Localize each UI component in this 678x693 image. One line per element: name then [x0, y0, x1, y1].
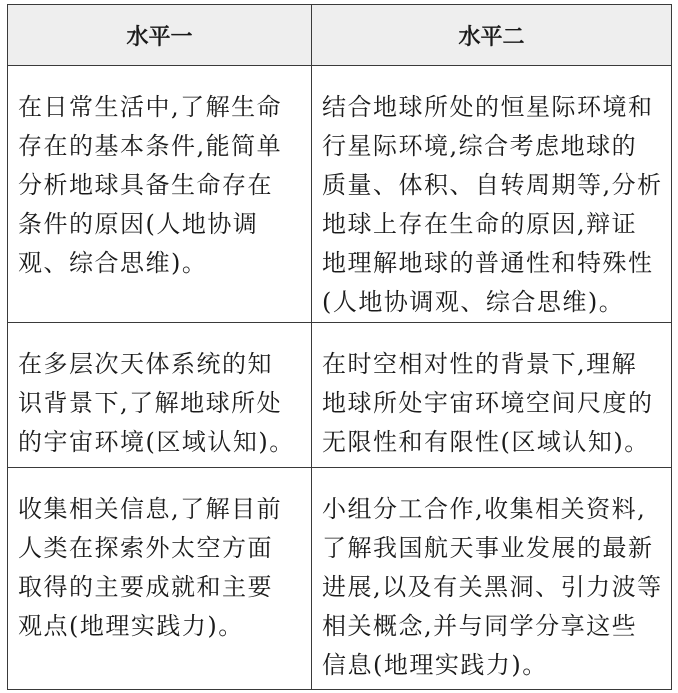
standards-table: [7, 4, 672, 690]
cell-text: 小组分工合作,收集相关资料, 了解我国航天事业发展的最新 进展,以及有关黑洞、引力波等 相关概念,并与同学分享这些 信息(地理实践力)。: [322, 495, 663, 679]
table-row: [8, 468, 672, 690]
table-cell-level-1: [8, 468, 312, 690]
table-cell-level-2: [312, 323, 672, 468]
cell-text: 收集相关信息,了解目前 人类在探索外太空方面 取得的主要成就和主要 观点(地理实践力)。: [18, 495, 283, 640]
cell-text: 在日常生活中,了解生命 存在的基本条件,能简单 分析地球具备生命存在 条件的原因(人地协调 观、综合思维)。: [18, 93, 283, 277]
header-level-1: 水平一: [8, 5, 312, 66]
table-row: [8, 66, 672, 323]
table-cell-level-2: [312, 468, 672, 690]
header-level-2: 水平二: [312, 5, 672, 66]
cell-text: 在时空相对性的背景下,理解 地球所处宇宙环境空间尺度的 无限性和有限性(区域认知)。: [322, 350, 654, 456]
table-cell-level-1: [8, 66, 312, 323]
cell-text: 在多层次天体系统的知 识背景下,了解地球所处 的宇宙环境(区域认知)。: [18, 350, 295, 456]
table-header-row: [8, 5, 672, 66]
table-cell-level-2: [312, 66, 672, 323]
cell-text: 结合地球所处的恒星际环境和 行星际环境,综合考虑地球的 质量、体积、自转周期等,分析 地球上存在生命的原因,辩证 地理解地球的普通性和特殊性 (人地协调观、综合思维)。: [322, 93, 663, 316]
table-cell-level-1: [8, 323, 312, 468]
table-row: [8, 323, 672, 468]
